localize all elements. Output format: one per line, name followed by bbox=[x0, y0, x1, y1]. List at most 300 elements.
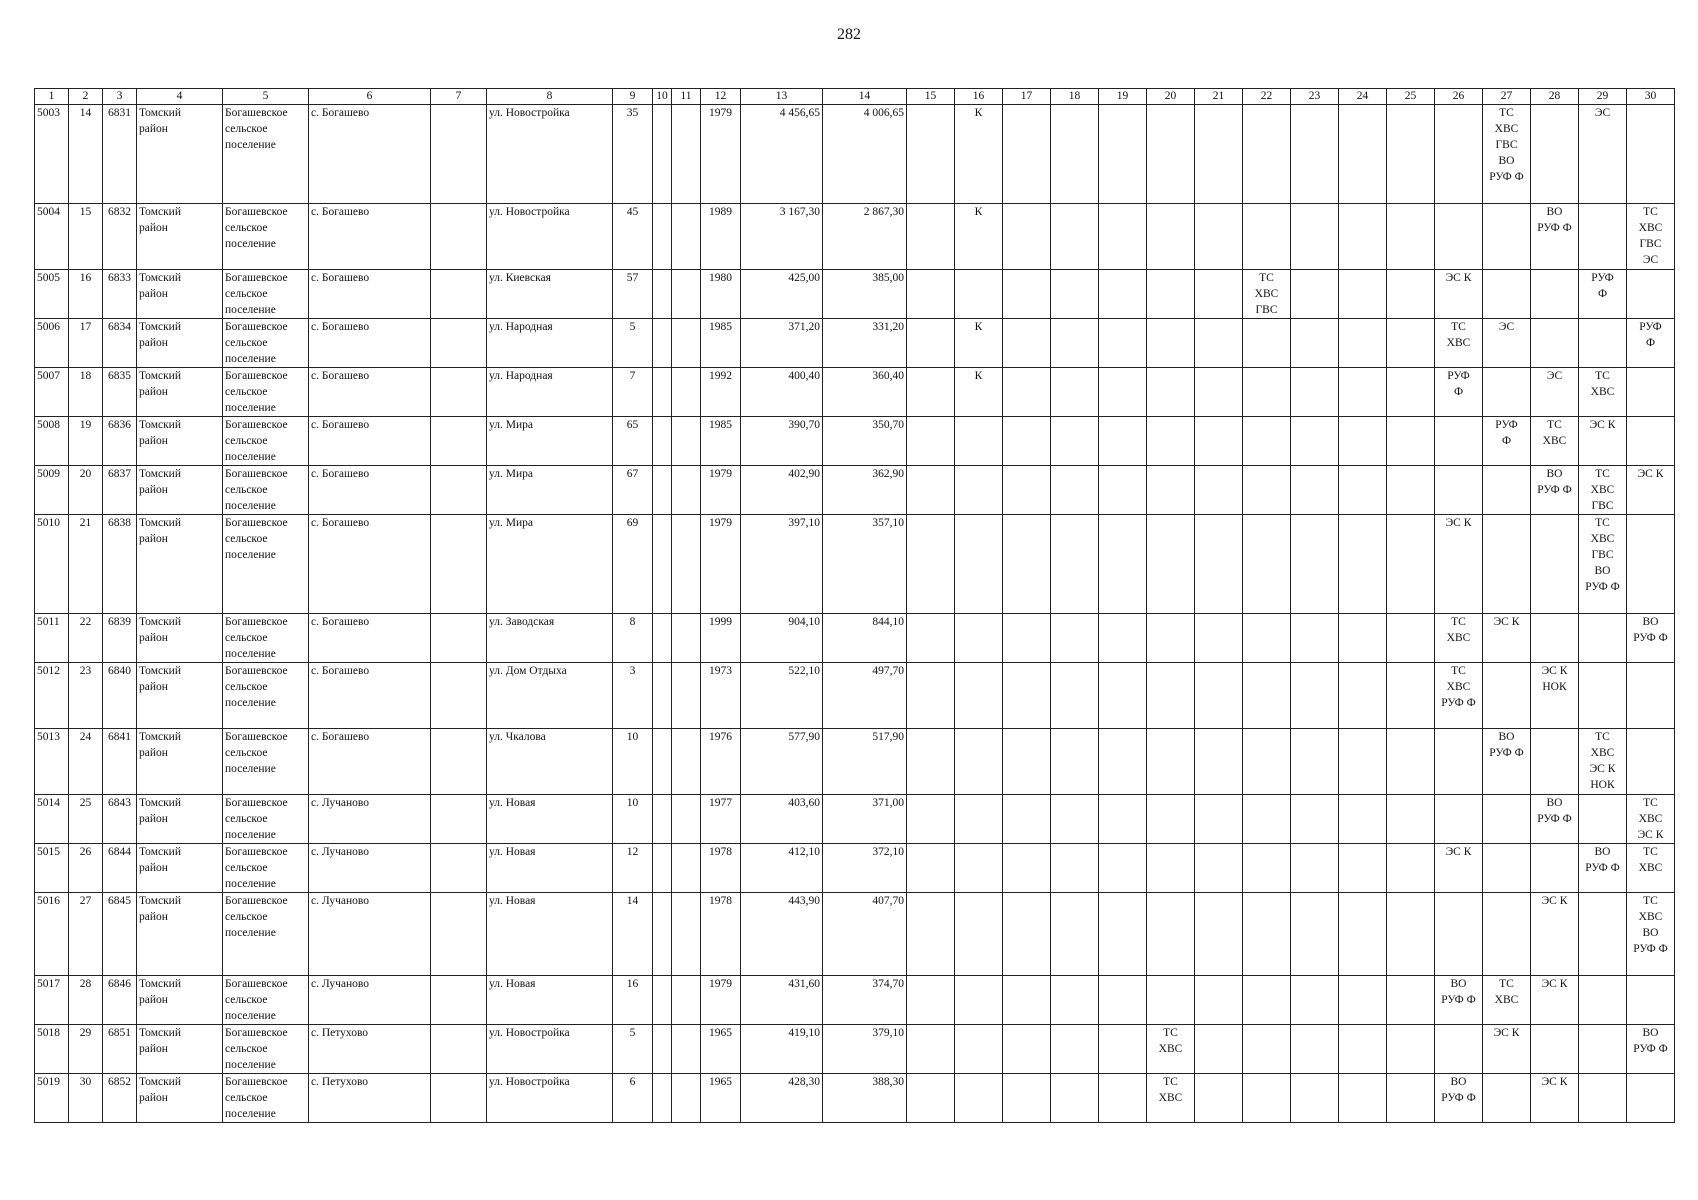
cell-col-13: 403,60 bbox=[741, 795, 823, 844]
cell-col-9: 5 bbox=[613, 319, 653, 368]
cell-col-17 bbox=[1003, 893, 1051, 976]
cell-col-3: 6843 bbox=[103, 795, 137, 844]
cell-col-25 bbox=[1387, 368, 1435, 417]
cell-col-18 bbox=[1051, 270, 1099, 319]
cell-col-11 bbox=[672, 319, 701, 368]
cell-col-25 bbox=[1387, 466, 1435, 515]
cell-col-28: ЭС К bbox=[1531, 976, 1579, 1025]
cell-col-3: 6834 bbox=[103, 319, 137, 368]
cell-col-30: ВО РУФ Ф bbox=[1627, 1025, 1675, 1074]
cell-col-22 bbox=[1243, 976, 1291, 1025]
cell-col-12: 1979 bbox=[701, 466, 741, 515]
cell-col-3: 6839 bbox=[103, 614, 137, 663]
cell-col-18 bbox=[1051, 729, 1099, 795]
cell-col-21 bbox=[1195, 319, 1243, 368]
cell-col-18 bbox=[1051, 795, 1099, 844]
cell-col-17 bbox=[1003, 417, 1051, 466]
cell-col-19 bbox=[1099, 976, 1147, 1025]
cell-col-8: ул. Новостройка bbox=[487, 204, 613, 270]
cell-col-19 bbox=[1099, 270, 1147, 319]
column-header-19: 19 bbox=[1099, 89, 1147, 105]
cell-col-5: Богашевское сельское поселение bbox=[223, 844, 309, 893]
cell-col-27 bbox=[1483, 663, 1531, 729]
cell-col-10 bbox=[653, 976, 672, 1025]
cell-col-16 bbox=[955, 1074, 1003, 1123]
cell-col-26: ВО РУФ Ф bbox=[1435, 976, 1483, 1025]
cell-col-15 bbox=[907, 663, 955, 729]
cell-col-30 bbox=[1627, 515, 1675, 614]
cell-col-8: ул. Новая bbox=[487, 976, 613, 1025]
cell-col-1: 5016 bbox=[35, 893, 69, 976]
cell-col-28: ЭС К НОК bbox=[1531, 663, 1579, 729]
column-header-18: 18 bbox=[1051, 89, 1099, 105]
cell-col-30 bbox=[1627, 976, 1675, 1025]
column-header-16: 16 bbox=[955, 89, 1003, 105]
cell-col-9: 6 bbox=[613, 1074, 653, 1123]
cell-col-9: 69 bbox=[613, 515, 653, 614]
cell-col-15 bbox=[907, 368, 955, 417]
cell-col-4: Томский район bbox=[137, 893, 223, 976]
cell-col-21 bbox=[1195, 368, 1243, 417]
cell-col-18 bbox=[1051, 204, 1099, 270]
cell-col-28: ВО РУФ Ф bbox=[1531, 466, 1579, 515]
cell-col-20 bbox=[1147, 368, 1195, 417]
cell-col-17 bbox=[1003, 976, 1051, 1025]
cell-col-1: 5003 bbox=[35, 105, 69, 204]
cell-col-1: 5015 bbox=[35, 844, 69, 893]
cell-col-13: 390,70 bbox=[741, 417, 823, 466]
cell-col-27: ВО РУФ Ф bbox=[1483, 729, 1531, 795]
cell-col-5: Богашевское сельское поселение bbox=[223, 729, 309, 795]
cell-col-14: 517,90 bbox=[823, 729, 907, 795]
cell-col-4: Томский район bbox=[137, 204, 223, 270]
cell-col-27 bbox=[1483, 1074, 1531, 1123]
cell-col-1: 5013 bbox=[35, 729, 69, 795]
column-header-4: 4 bbox=[137, 89, 223, 105]
cell-col-7 bbox=[431, 663, 487, 729]
cell-col-30: ТС ХВС bbox=[1627, 844, 1675, 893]
cell-col-15 bbox=[907, 844, 955, 893]
cell-col-30: ВО РУФ Ф bbox=[1627, 614, 1675, 663]
column-header-2: 2 bbox=[69, 89, 103, 105]
cell-col-22 bbox=[1243, 368, 1291, 417]
cell-col-15 bbox=[907, 1025, 955, 1074]
cell-col-26: ТС ХВС РУФ Ф bbox=[1435, 663, 1483, 729]
cell-col-2: 20 bbox=[69, 466, 103, 515]
cell-col-9: 67 bbox=[613, 466, 653, 515]
cell-col-22 bbox=[1243, 663, 1291, 729]
cell-col-26: РУФ Ф bbox=[1435, 368, 1483, 417]
cell-col-14: 374,70 bbox=[823, 976, 907, 1025]
cell-col-9: 10 bbox=[613, 729, 653, 795]
cell-col-23 bbox=[1291, 319, 1339, 368]
cell-col-25 bbox=[1387, 795, 1435, 844]
cell-col-15 bbox=[907, 466, 955, 515]
cell-col-22 bbox=[1243, 204, 1291, 270]
column-header-17: 17 bbox=[1003, 89, 1051, 105]
cell-col-16 bbox=[955, 663, 1003, 729]
cell-col-8: ул. Киевская bbox=[487, 270, 613, 319]
cell-col-22 bbox=[1243, 515, 1291, 614]
cell-col-28 bbox=[1531, 270, 1579, 319]
table-row bbox=[35, 893, 1675, 976]
cell-col-21 bbox=[1195, 663, 1243, 729]
cell-col-8: ул. Новостройка bbox=[487, 1074, 613, 1123]
cell-col-26 bbox=[1435, 417, 1483, 466]
cell-col-8: ул. Мира bbox=[487, 466, 613, 515]
cell-col-2: 17 bbox=[69, 319, 103, 368]
cell-col-13: 577,90 bbox=[741, 729, 823, 795]
cell-col-8: ул. Народная bbox=[487, 368, 613, 417]
cell-col-22 bbox=[1243, 614, 1291, 663]
cell-col-17 bbox=[1003, 368, 1051, 417]
cell-col-29 bbox=[1579, 614, 1627, 663]
cell-col-12: 1980 bbox=[701, 270, 741, 319]
cell-col-11 bbox=[672, 466, 701, 515]
cell-col-24 bbox=[1339, 1025, 1387, 1074]
cell-col-19 bbox=[1099, 795, 1147, 844]
cell-col-3: 6844 bbox=[103, 844, 137, 893]
cell-col-22 bbox=[1243, 319, 1291, 368]
cell-col-24 bbox=[1339, 466, 1387, 515]
cell-col-24 bbox=[1339, 204, 1387, 270]
cell-col-26 bbox=[1435, 729, 1483, 795]
cell-col-27: ЭС К bbox=[1483, 1025, 1531, 1074]
cell-col-8: ул. Новостройка bbox=[487, 105, 613, 204]
cell-col-5: Богашевское сельское поселение bbox=[223, 663, 309, 729]
cell-col-28: ВО РУФ Ф bbox=[1531, 204, 1579, 270]
cell-col-29: ЭС bbox=[1579, 105, 1627, 204]
cell-col-2: 25 bbox=[69, 795, 103, 844]
cell-col-11 bbox=[672, 663, 701, 729]
cell-col-22 bbox=[1243, 105, 1291, 204]
cell-col-8: ул. Мира bbox=[487, 515, 613, 614]
cell-col-7 bbox=[431, 795, 487, 844]
cell-col-19 bbox=[1099, 663, 1147, 729]
cell-col-11 bbox=[672, 417, 701, 466]
cell-col-25 bbox=[1387, 976, 1435, 1025]
cell-col-10 bbox=[653, 368, 672, 417]
cell-col-17 bbox=[1003, 614, 1051, 663]
cell-col-11 bbox=[672, 976, 701, 1025]
cell-col-5: Богашевское сельское поселение bbox=[223, 417, 309, 466]
column-header-15: 15 bbox=[907, 89, 955, 105]
cell-col-2: 22 bbox=[69, 614, 103, 663]
cell-col-9: 65 bbox=[613, 417, 653, 466]
cell-col-3: 6838 bbox=[103, 515, 137, 614]
cell-col-6: с. Лучаново bbox=[309, 893, 431, 976]
cell-col-18 bbox=[1051, 466, 1099, 515]
table-row bbox=[35, 270, 1675, 319]
cell-col-6: с. Богашево bbox=[309, 105, 431, 204]
cell-col-13: 412,10 bbox=[741, 844, 823, 893]
cell-col-12: 1985 bbox=[701, 319, 741, 368]
cell-col-15 bbox=[907, 417, 955, 466]
cell-col-26: ЭС К bbox=[1435, 844, 1483, 893]
cell-col-30 bbox=[1627, 368, 1675, 417]
cell-col-10 bbox=[653, 270, 672, 319]
column-header-10: 10 bbox=[653, 89, 672, 105]
cell-col-5: Богашевское сельское поселение bbox=[223, 319, 309, 368]
cell-col-27 bbox=[1483, 270, 1531, 319]
cell-col-10 bbox=[653, 614, 672, 663]
table-row bbox=[35, 466, 1675, 515]
column-header-26: 26 bbox=[1435, 89, 1483, 105]
cell-col-28: ВО РУФ Ф bbox=[1531, 795, 1579, 844]
cell-col-9: 35 bbox=[613, 105, 653, 204]
cell-col-27: РУФ Ф bbox=[1483, 417, 1531, 466]
column-header-22: 22 bbox=[1243, 89, 1291, 105]
cell-col-13: 431,60 bbox=[741, 976, 823, 1025]
cell-col-30: ТС ХВС ВО РУФ Ф bbox=[1627, 893, 1675, 976]
cell-col-4: Томский район bbox=[137, 795, 223, 844]
cell-col-12: 1989 bbox=[701, 204, 741, 270]
cell-col-13: 371,20 bbox=[741, 319, 823, 368]
cell-col-20 bbox=[1147, 893, 1195, 976]
cell-col-14: 357,10 bbox=[823, 515, 907, 614]
cell-col-21 bbox=[1195, 1025, 1243, 1074]
cell-col-24 bbox=[1339, 417, 1387, 466]
cell-col-5: Богашевское сельское поселение bbox=[223, 105, 309, 204]
cell-col-10 bbox=[653, 204, 672, 270]
cell-col-13: 425,00 bbox=[741, 270, 823, 319]
cell-col-16: К bbox=[955, 204, 1003, 270]
cell-col-18 bbox=[1051, 844, 1099, 893]
cell-col-18 bbox=[1051, 417, 1099, 466]
cell-col-19 bbox=[1099, 1025, 1147, 1074]
cell-col-28: ЭС К bbox=[1531, 893, 1579, 976]
cell-col-15 bbox=[907, 1074, 955, 1123]
cell-col-4: Томский район bbox=[137, 319, 223, 368]
cell-col-28 bbox=[1531, 515, 1579, 614]
column-header-3: 3 bbox=[103, 89, 137, 105]
cell-col-5: Богашевское сельское поселение bbox=[223, 976, 309, 1025]
cell-col-12: 1979 bbox=[701, 976, 741, 1025]
table-row bbox=[35, 1025, 1675, 1074]
cell-col-4: Томский район bbox=[137, 1074, 223, 1123]
cell-col-23 bbox=[1291, 204, 1339, 270]
cell-col-20: ТС ХВС bbox=[1147, 1074, 1195, 1123]
cell-col-12: 1965 bbox=[701, 1074, 741, 1123]
cell-col-18 bbox=[1051, 1025, 1099, 1074]
cell-col-20 bbox=[1147, 319, 1195, 368]
cell-col-21 bbox=[1195, 893, 1243, 976]
cell-col-6: с. Петухово bbox=[309, 1025, 431, 1074]
cell-col-19 bbox=[1099, 466, 1147, 515]
cell-col-6: с. Богашево bbox=[309, 270, 431, 319]
cell-col-3: 6845 bbox=[103, 893, 137, 976]
cell-col-25 bbox=[1387, 270, 1435, 319]
cell-col-23 bbox=[1291, 515, 1339, 614]
cell-col-26: ЭС К bbox=[1435, 270, 1483, 319]
cell-col-1: 5014 bbox=[35, 795, 69, 844]
cell-col-4: Томский район bbox=[137, 105, 223, 204]
cell-col-16 bbox=[955, 466, 1003, 515]
cell-col-8: ул. Чкалова bbox=[487, 729, 613, 795]
cell-col-7 bbox=[431, 614, 487, 663]
cell-col-23 bbox=[1291, 1074, 1339, 1123]
cell-col-11 bbox=[672, 270, 701, 319]
cell-col-25 bbox=[1387, 614, 1435, 663]
cell-col-4: Томский район bbox=[137, 844, 223, 893]
cell-col-22 bbox=[1243, 1074, 1291, 1123]
cell-col-5: Богашевское сельское поселение bbox=[223, 614, 309, 663]
cell-col-2: 18 bbox=[69, 368, 103, 417]
cell-col-18 bbox=[1051, 368, 1099, 417]
cell-col-14: 372,10 bbox=[823, 844, 907, 893]
cell-col-22 bbox=[1243, 893, 1291, 976]
cell-col-19 bbox=[1099, 1074, 1147, 1123]
cell-col-4: Томский район bbox=[137, 368, 223, 417]
cell-col-7 bbox=[431, 515, 487, 614]
cell-col-15 bbox=[907, 105, 955, 204]
cell-col-3: 6837 bbox=[103, 466, 137, 515]
column-header-9: 9 bbox=[613, 89, 653, 105]
cell-col-29: ТС ХВС ЭС К НОК bbox=[1579, 729, 1627, 795]
cell-col-24 bbox=[1339, 319, 1387, 368]
cell-col-23 bbox=[1291, 1025, 1339, 1074]
cell-col-29: РУФ Ф bbox=[1579, 270, 1627, 319]
cell-col-27 bbox=[1483, 893, 1531, 976]
cell-col-10 bbox=[653, 515, 672, 614]
cell-col-20 bbox=[1147, 844, 1195, 893]
cell-col-19 bbox=[1099, 729, 1147, 795]
cell-col-21 bbox=[1195, 105, 1243, 204]
cell-col-24 bbox=[1339, 368, 1387, 417]
cell-col-6: с. Богашево bbox=[309, 614, 431, 663]
cell-col-30: ТС ХВС ЭС К bbox=[1627, 795, 1675, 844]
cell-col-16: К bbox=[955, 105, 1003, 204]
cell-col-23 bbox=[1291, 729, 1339, 795]
column-header-7: 7 bbox=[431, 89, 487, 105]
cell-col-27 bbox=[1483, 204, 1531, 270]
cell-col-12: 1965 bbox=[701, 1025, 741, 1074]
cell-col-23 bbox=[1291, 976, 1339, 1025]
cell-col-13: 904,10 bbox=[741, 614, 823, 663]
cell-col-10 bbox=[653, 417, 672, 466]
cell-col-30: ТС ХВС ГВС ЭС bbox=[1627, 204, 1675, 270]
cell-col-9: 7 bbox=[613, 368, 653, 417]
cell-col-15 bbox=[907, 270, 955, 319]
cell-col-25 bbox=[1387, 844, 1435, 893]
cell-col-20 bbox=[1147, 417, 1195, 466]
cell-col-8: ул. Новостройка bbox=[487, 1025, 613, 1074]
cell-col-18 bbox=[1051, 515, 1099, 614]
cell-col-19 bbox=[1099, 893, 1147, 976]
cell-col-19 bbox=[1099, 368, 1147, 417]
cell-col-6: с. Петухово bbox=[309, 1074, 431, 1123]
column-header-29: 29 bbox=[1579, 89, 1627, 105]
cell-col-24 bbox=[1339, 515, 1387, 614]
cell-col-4: Томский район bbox=[137, 466, 223, 515]
cell-col-21 bbox=[1195, 729, 1243, 795]
cell-col-12: 1992 bbox=[701, 368, 741, 417]
cell-col-16 bbox=[955, 844, 1003, 893]
cell-col-20 bbox=[1147, 663, 1195, 729]
cell-col-9: 45 bbox=[613, 204, 653, 270]
cell-col-1: 5006 bbox=[35, 319, 69, 368]
cell-col-7 bbox=[431, 105, 487, 204]
cell-col-29: ТС ХВС bbox=[1579, 368, 1627, 417]
cell-col-28 bbox=[1531, 729, 1579, 795]
cell-col-2: 29 bbox=[69, 1025, 103, 1074]
cell-col-10 bbox=[653, 844, 672, 893]
cell-col-28 bbox=[1531, 105, 1579, 204]
cell-col-11 bbox=[672, 515, 701, 614]
building-registry-table bbox=[34, 88, 1675, 1123]
cell-col-16 bbox=[955, 893, 1003, 976]
cell-col-4: Томский район bbox=[137, 270, 223, 319]
cell-col-24 bbox=[1339, 270, 1387, 319]
cell-col-7 bbox=[431, 1025, 487, 1074]
cell-col-26 bbox=[1435, 795, 1483, 844]
cell-col-21 bbox=[1195, 515, 1243, 614]
cell-col-25 bbox=[1387, 515, 1435, 614]
cell-col-30 bbox=[1627, 417, 1675, 466]
column-header-13: 13 bbox=[741, 89, 823, 105]
cell-col-10 bbox=[653, 466, 672, 515]
cell-col-24 bbox=[1339, 614, 1387, 663]
cell-col-29: ТС ХВС ГВС bbox=[1579, 466, 1627, 515]
cell-col-29: ВО РУФ Ф bbox=[1579, 844, 1627, 893]
column-header-21: 21 bbox=[1195, 89, 1243, 105]
cell-col-17 bbox=[1003, 663, 1051, 729]
cell-col-28 bbox=[1531, 1025, 1579, 1074]
cell-col-19 bbox=[1099, 417, 1147, 466]
cell-col-3: 6851 bbox=[103, 1025, 137, 1074]
table-row bbox=[35, 1074, 1675, 1123]
cell-col-30 bbox=[1627, 1074, 1675, 1123]
cell-col-25 bbox=[1387, 417, 1435, 466]
cell-col-23 bbox=[1291, 795, 1339, 844]
column-header-30: 30 bbox=[1627, 89, 1675, 105]
cell-col-21 bbox=[1195, 204, 1243, 270]
cell-col-13: 400,40 bbox=[741, 368, 823, 417]
cell-col-1: 5010 bbox=[35, 515, 69, 614]
cell-col-23 bbox=[1291, 368, 1339, 417]
cell-col-25 bbox=[1387, 204, 1435, 270]
cell-col-16 bbox=[955, 614, 1003, 663]
cell-col-14: 4 006,65 bbox=[823, 105, 907, 204]
cell-col-27: ТС ХВС ГВС ВО РУФ Ф bbox=[1483, 105, 1531, 204]
cell-col-19 bbox=[1099, 204, 1147, 270]
cell-col-9: 12 bbox=[613, 844, 653, 893]
cell-col-3: 6852 bbox=[103, 1074, 137, 1123]
cell-col-29 bbox=[1579, 663, 1627, 729]
cell-col-17 bbox=[1003, 844, 1051, 893]
cell-col-26 bbox=[1435, 105, 1483, 204]
column-header-23: 23 bbox=[1291, 89, 1339, 105]
table-row bbox=[35, 319, 1675, 368]
cell-col-20 bbox=[1147, 976, 1195, 1025]
cell-col-9: 5 bbox=[613, 1025, 653, 1074]
cell-col-23 bbox=[1291, 270, 1339, 319]
cell-col-10 bbox=[653, 893, 672, 976]
cell-col-1: 5019 bbox=[35, 1074, 69, 1123]
cell-col-22 bbox=[1243, 417, 1291, 466]
cell-col-2: 16 bbox=[69, 270, 103, 319]
cell-col-14: 360,40 bbox=[823, 368, 907, 417]
cell-col-29 bbox=[1579, 976, 1627, 1025]
cell-col-24 bbox=[1339, 893, 1387, 976]
cell-col-8: ул. Дом Отдыха bbox=[487, 663, 613, 729]
table-row bbox=[35, 976, 1675, 1025]
cell-col-14: 331,20 bbox=[823, 319, 907, 368]
cell-col-16 bbox=[955, 270, 1003, 319]
cell-col-27 bbox=[1483, 466, 1531, 515]
cell-col-12: 1999 bbox=[701, 614, 741, 663]
cell-col-7 bbox=[431, 976, 487, 1025]
